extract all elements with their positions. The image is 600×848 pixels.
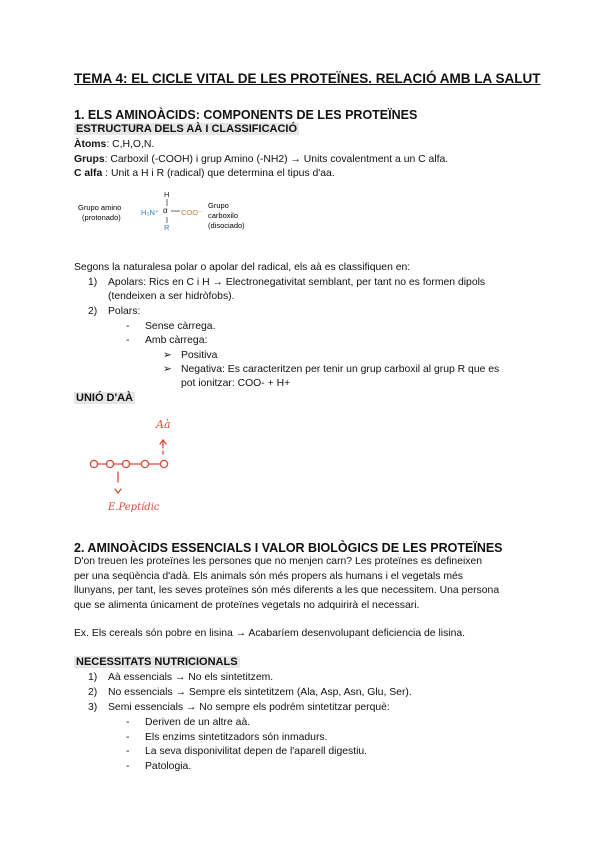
arrow-bullet: ➢ bbox=[163, 364, 172, 375]
groups-text: : Carboxil (-COOH) i grup Amino (-NH2) → Units covalentment a un C alfa. bbox=[104, 154, 449, 165]
reason-item: La seva disponivilitat depen de l'aparell digestiu. bbox=[145, 746, 368, 757]
need1-text: Aà essencials → No els sintetitzem. bbox=[108, 672, 274, 683]
radical-r: R bbox=[164, 223, 170, 232]
section1-heading: 1. ELS AMINOÀCIDS: COMPONENTS DE LES PROTEÏNES bbox=[74, 108, 418, 122]
calfa-text: : Unit a H i R (radical) que determina el tipus d'aa. bbox=[102, 168, 335, 179]
section2-heading: 2. AMINOÀCIDS ESSENCIALS I VALOR BIOLÒGICS DE LES PROTEÏNES bbox=[74, 541, 503, 555]
amino-group-label-2: (protonado) bbox=[82, 213, 121, 222]
aa-circle-1 bbox=[90, 460, 97, 467]
hydrogen-atom: H bbox=[164, 190, 170, 199]
needs-subheading: NECESSITATS NUTRICIONALS bbox=[76, 656, 238, 668]
polar-charged: Amb càrrega: bbox=[145, 335, 208, 346]
need2-number: 2) bbox=[88, 687, 98, 698]
carboxyl-label-2: carboxilo bbox=[208, 211, 239, 220]
aa-circle-5 bbox=[160, 460, 167, 467]
reason-item: Deriven de un altre aà. bbox=[145, 717, 251, 728]
carboxyl-label-3: (disociado) bbox=[208, 221, 245, 230]
section2-paragraph bbox=[74, 555, 522, 613]
atoms-label: Àtoms bbox=[74, 139, 107, 150]
groups-label: Grups bbox=[74, 154, 105, 165]
calfa-line bbox=[74, 167, 335, 181]
polar-no-charge: Sense càrrega. bbox=[145, 321, 216, 332]
amino-group-label-1: Grupo amino bbox=[78, 203, 122, 212]
amino-acid-union-sketch bbox=[84, 412, 204, 518]
amino-acid-structure-diagram bbox=[74, 186, 274, 242]
up-arrow-icon bbox=[160, 440, 166, 448]
arrow-bullet: ➢ bbox=[163, 350, 172, 361]
carboxyl-group: COO⁻ bbox=[181, 208, 203, 217]
need3-number: 3) bbox=[88, 702, 98, 713]
charge-negative-line2: pot ionitzar: COO- + H+ bbox=[181, 378, 291, 389]
need3-text: Semi essencials → No sempre els podrém sintetitzar perquè: bbox=[108, 702, 390, 713]
item2-number: 2) bbox=[88, 306, 98, 317]
aa-handwritten-label: Aà bbox=[156, 418, 171, 431]
dash-bullet: - bbox=[126, 717, 130, 728]
dash-bullet: - bbox=[126, 746, 130, 757]
groups-line bbox=[74, 153, 448, 167]
charge-negative-line1: Negativa: Es caracteritzen per tenir un grup carboxil al grup R que es bbox=[181, 364, 500, 375]
item2-text: Polars: bbox=[108, 306, 141, 317]
dash-bullet: - bbox=[126, 732, 130, 743]
aa-circle-4 bbox=[141, 460, 148, 467]
peptide-bond-label: E.Peptídic bbox=[108, 502, 160, 513]
amine-group: H₃N⁺ bbox=[141, 208, 159, 217]
down-arrow-icon bbox=[115, 489, 121, 493]
dash-bullet: - bbox=[126, 321, 130, 332]
item1-line1: Apolars: Rics en C i H → Electronegativitat semblant, per tant no es formen dipols bbox=[108, 277, 486, 288]
structure-subheading: ESTRUCTURA DELS AÀ I CLASSIFICACIÓ bbox=[76, 123, 298, 135]
alpha-carbon: α bbox=[163, 206, 168, 215]
aa-circle-3 bbox=[122, 460, 129, 467]
example-line: Ex. Els cereals són pobre en lisina → Acabaríem desenvolupant deficiencia de lisina. bbox=[74, 628, 466, 639]
paragraph-line: que se alimenta únicament de proteïnes vegetals no adquirirà el necessari. bbox=[74, 599, 420, 611]
reason-item: Els enzims sintetitzadors són inmadurs. bbox=[145, 732, 328, 743]
carboxyl-label-1: Grupo bbox=[208, 201, 229, 210]
item1-line2: (tendeixen a ser hidròfobs). bbox=[108, 291, 235, 302]
calfa-label: C alfa bbox=[74, 168, 103, 179]
need2-text: No essencials → Sempre els sintetitzem (Ala, Asp, Asn, Glu, Ser). bbox=[108, 687, 412, 698]
dash-bullet: - bbox=[126, 761, 130, 772]
page-title: TEMA 4: EL CICLE VITAL DE LES PROTEÏNES. RELACIÓ AMB LA SALUT bbox=[74, 71, 541, 86]
classify-intro: Segons la naturalesa polar o apolar del radical, els aà es classifiquen en: bbox=[74, 262, 411, 273]
union-subheading: UNIÓ D'AÀ bbox=[76, 392, 134, 404]
paragraph-line: D'on treuen les proteïnes les persones que no menjen carn? Les proteïnes es defineixen bbox=[74, 556, 483, 567]
item1-number: 1) bbox=[88, 277, 98, 288]
charge-positive: Positiva bbox=[181, 350, 218, 361]
reason-item: Patologia. bbox=[145, 761, 192, 772]
atoms-line bbox=[74, 138, 154, 152]
need1-number: 1) bbox=[88, 672, 98, 683]
aa-circle-2 bbox=[106, 460, 113, 467]
paragraph-line: per una seqüència d'adà. Els animals són més propers als humans i el vegetals més bbox=[74, 570, 463, 582]
dash-bullet: - bbox=[126, 335, 130, 346]
atoms-text: : C,H,O,N. bbox=[106, 139, 155, 150]
paragraph-line: llunyans, per tant, les seves proteïnes són més diferents a les que necessitem. Una persona bbox=[74, 585, 500, 596]
